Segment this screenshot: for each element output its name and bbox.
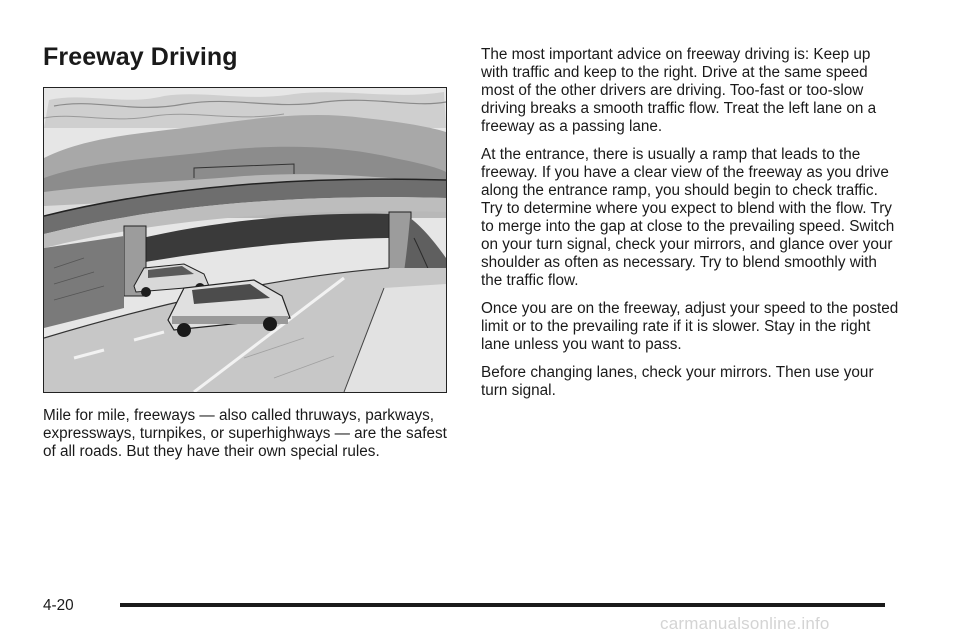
page-title: Freeway Driving [43, 43, 238, 71]
footer-divider [120, 603, 885, 607]
body-paragraph-2: At the entrance, there is usually a ramp that leads to the freeway. If you have a clear view of the freeway as you drive along the entrance ramp, you should begin to check traffic. Try to determine where you expect to blend with the flow. Try to merge into the gap at close to the prevailing speed. Switch on your turn signal, check your mirrors, and glance over your shoulder as often as necessary. Try to blend smoothly with the traffic flow. [481, 146, 895, 289]
body-paragraph-4: Before changing lanes, check your mirrors. Then use your turn signal. [481, 364, 874, 399]
freeway-overpass-illustration [43, 87, 447, 393]
right-column [481, 46, 901, 410]
page-number: 4-20 [43, 597, 74, 614]
intro-paragraph: Mile for mile, freeways — also called thruways, parkways, expressways, turnpikes, or superhighways — are the safest of all roads. But they have their own special rules. [43, 407, 447, 460]
body-paragraph-1: The most important advice on freeway driving is: Keep up with traffic and keep to the right. Drive at the same speed most of the other drivers are driving. Too-fast or too-slow driving breaks a smooth traffic flow. Treat the left lane on a freeway as a passing lane. [481, 46, 877, 135]
body-paragraph-3: Once you are on the freeway, adjust your speed to the posted limit or to the prevailing rate if it is slower. Stay in the right lane unless you want to pass. [481, 300, 899, 353]
watermark-text: carmanualsonline.info [660, 614, 830, 633]
